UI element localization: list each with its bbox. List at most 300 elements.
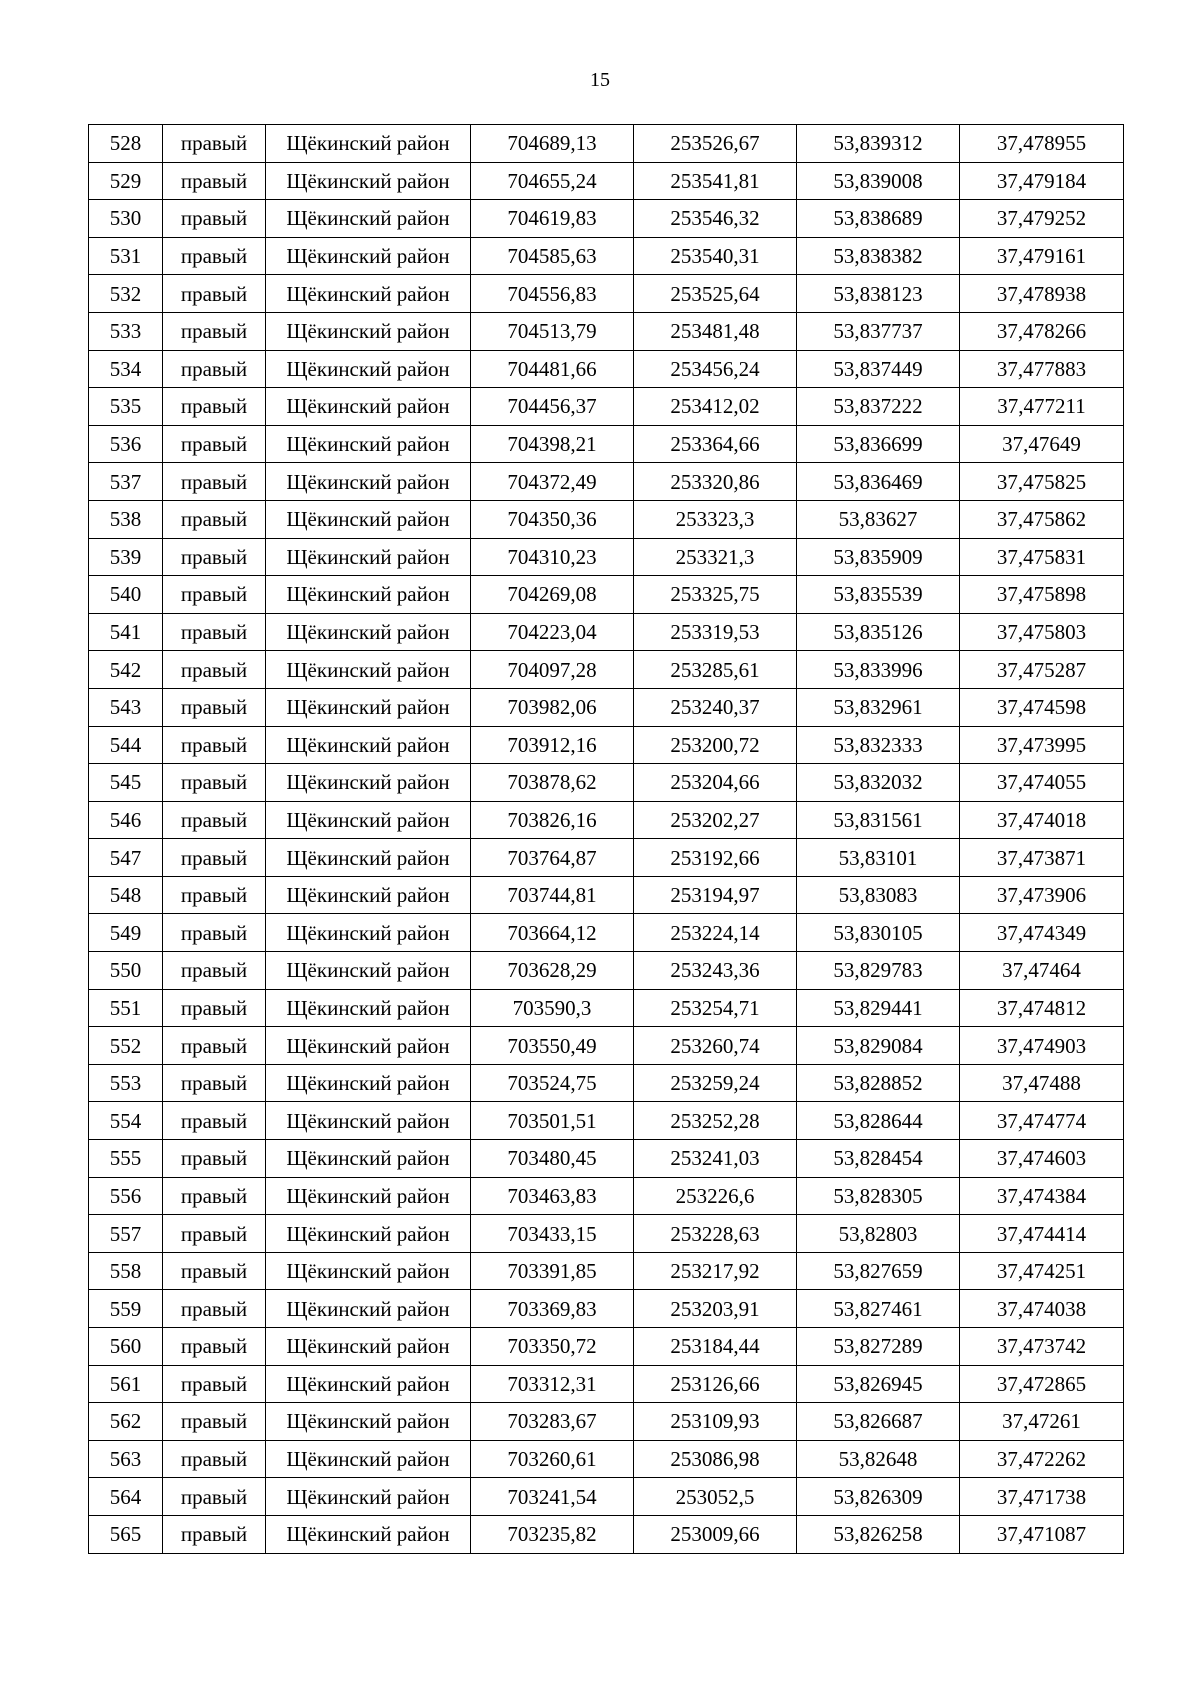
latitude-cell: 53,837222	[797, 388, 960, 426]
x-coordinate-cell: 704350,36	[471, 500, 634, 538]
point-number-cell: 530	[89, 200, 163, 238]
longitude-cell: 37,474018	[960, 801, 1124, 839]
y-coordinate-cell: 253052,5	[634, 1478, 797, 1516]
longitude-cell: 37,474349	[960, 914, 1124, 952]
y-coordinate-cell: 253086,98	[634, 1440, 797, 1478]
x-coordinate-cell: 703433,15	[471, 1215, 634, 1253]
latitude-cell: 53,839312	[797, 125, 960, 163]
point-number-cell: 550	[89, 952, 163, 990]
point-number-cell: 538	[89, 500, 163, 538]
longitude-cell: 37,474903	[960, 1027, 1124, 1065]
x-coordinate-cell: 703764,87	[471, 839, 634, 877]
district-cell: Щёкинский район	[266, 500, 471, 538]
y-coordinate-cell: 253323,3	[634, 500, 797, 538]
bank-side-cell: правый	[163, 1290, 266, 1328]
table-row	[89, 726, 1124, 764]
x-coordinate-cell: 703524,75	[471, 1064, 634, 1102]
x-coordinate-cell: 703878,62	[471, 764, 634, 802]
table-row	[89, 1478, 1124, 1516]
longitude-cell: 37,474603	[960, 1140, 1124, 1178]
bank-side-cell: правый	[163, 425, 266, 463]
latitude-cell: 53,83627	[797, 500, 960, 538]
point-number-cell: 564	[89, 1478, 163, 1516]
district-cell: Щёкинский район	[266, 538, 471, 576]
longitude-cell: 37,478938	[960, 275, 1124, 313]
point-number-cell: 563	[89, 1440, 163, 1478]
table-row	[89, 1290, 1124, 1328]
x-coordinate-cell: 703744,81	[471, 876, 634, 914]
x-coordinate-cell: 704619,83	[471, 200, 634, 238]
district-cell: Щёкинский район	[266, 425, 471, 463]
district-cell: Щёкинский район	[266, 463, 471, 501]
latitude-cell: 53,835126	[797, 613, 960, 651]
bank-side-cell: правый	[163, 688, 266, 726]
bank-side-cell: правый	[163, 125, 266, 163]
y-coordinate-cell: 253194,97	[634, 876, 797, 914]
bank-side-cell: правый	[163, 1328, 266, 1366]
district-cell: Щёкинский район	[266, 1515, 471, 1553]
point-number-cell: 552	[89, 1027, 163, 1065]
longitude-cell: 37,47261	[960, 1403, 1124, 1441]
longitude-cell: 37,475862	[960, 500, 1124, 538]
point-number-cell: 529	[89, 162, 163, 200]
district-cell: Щёкинский район	[266, 914, 471, 952]
district-cell: Щёкинский район	[266, 952, 471, 990]
longitude-cell: 37,473742	[960, 1328, 1124, 1366]
point-number-cell: 537	[89, 463, 163, 501]
table-row	[89, 1177, 1124, 1215]
x-coordinate-cell: 704269,08	[471, 576, 634, 614]
bank-side-cell: правый	[163, 237, 266, 275]
x-coordinate-cell: 703501,51	[471, 1102, 634, 1140]
bank-side-cell: правый	[163, 312, 266, 350]
table-row	[89, 200, 1124, 238]
bank-side-cell: правый	[163, 162, 266, 200]
y-coordinate-cell: 253184,44	[634, 1328, 797, 1366]
district-cell: Щёкинский район	[266, 1365, 471, 1403]
bank-side-cell: правый	[163, 989, 266, 1027]
y-coordinate-cell: 253525,64	[634, 275, 797, 313]
x-coordinate-cell: 703312,31	[471, 1365, 634, 1403]
bank-side-cell: правый	[163, 1252, 266, 1290]
district-cell: Щёкинский район	[266, 1177, 471, 1215]
latitude-cell: 53,832032	[797, 764, 960, 802]
table-row	[89, 839, 1124, 877]
latitude-cell: 53,826309	[797, 1478, 960, 1516]
latitude-cell: 53,832961	[797, 688, 960, 726]
coordinates-table-container	[88, 124, 1124, 1554]
district-cell: Щёкинский район	[266, 275, 471, 313]
y-coordinate-cell: 253241,03	[634, 1140, 797, 1178]
bank-side-cell: правый	[163, 1478, 266, 1516]
table-row	[89, 463, 1124, 501]
latitude-cell: 53,829441	[797, 989, 960, 1027]
bank-side-cell: правый	[163, 538, 266, 576]
y-coordinate-cell: 253252,28	[634, 1102, 797, 1140]
point-number-cell: 551	[89, 989, 163, 1027]
latitude-cell: 53,835539	[797, 576, 960, 614]
y-coordinate-cell: 253325,75	[634, 576, 797, 614]
point-number-cell: 559	[89, 1290, 163, 1328]
table-row	[89, 1515, 1124, 1553]
y-coordinate-cell: 253109,93	[634, 1403, 797, 1441]
table-row	[89, 764, 1124, 802]
x-coordinate-cell: 704556,83	[471, 275, 634, 313]
district-cell: Щёкинский район	[266, 162, 471, 200]
table-row	[89, 1328, 1124, 1366]
latitude-cell: 53,826945	[797, 1365, 960, 1403]
point-number-cell: 532	[89, 275, 163, 313]
x-coordinate-cell: 703664,12	[471, 914, 634, 952]
y-coordinate-cell: 253228,63	[634, 1215, 797, 1253]
y-coordinate-cell: 253259,24	[634, 1064, 797, 1102]
point-number-cell: 548	[89, 876, 163, 914]
bank-side-cell: правый	[163, 500, 266, 538]
district-cell: Щёкинский район	[266, 688, 471, 726]
latitude-cell: 53,827461	[797, 1290, 960, 1328]
y-coordinate-cell: 253540,31	[634, 237, 797, 275]
x-coordinate-cell: 704655,24	[471, 162, 634, 200]
point-number-cell: 561	[89, 1365, 163, 1403]
bank-side-cell: правый	[163, 200, 266, 238]
x-coordinate-cell: 704223,04	[471, 613, 634, 651]
table-row	[89, 952, 1124, 990]
table-row	[89, 688, 1124, 726]
latitude-cell: 53,833996	[797, 651, 960, 689]
longitude-cell: 37,474598	[960, 688, 1124, 726]
bank-side-cell: правый	[163, 576, 266, 614]
district-cell: Щёкинский район	[266, 839, 471, 877]
coordinates-table	[88, 124, 1124, 1554]
latitude-cell: 53,828852	[797, 1064, 960, 1102]
table-row	[89, 162, 1124, 200]
x-coordinate-cell: 704585,63	[471, 237, 634, 275]
longitude-cell: 37,47464	[960, 952, 1124, 990]
longitude-cell: 37,475803	[960, 613, 1124, 651]
point-number-cell: 535	[89, 388, 163, 426]
longitude-cell: 37,475825	[960, 463, 1124, 501]
longitude-cell: 37,47649	[960, 425, 1124, 463]
district-cell: Щёкинский район	[266, 1252, 471, 1290]
bank-side-cell: правый	[163, 651, 266, 689]
table-row	[89, 312, 1124, 350]
bank-side-cell: правый	[163, 275, 266, 313]
table-row	[89, 1140, 1124, 1178]
point-number-cell: 539	[89, 538, 163, 576]
latitude-cell: 53,830105	[797, 914, 960, 952]
latitude-cell: 53,83083	[797, 876, 960, 914]
table-row	[89, 1064, 1124, 1102]
table-body	[89, 125, 1124, 1554]
latitude-cell: 53,82648	[797, 1440, 960, 1478]
x-coordinate-cell: 704456,37	[471, 388, 634, 426]
bank-side-cell: правый	[163, 839, 266, 877]
table-row	[89, 500, 1124, 538]
page-number: 15	[590, 69, 610, 91]
point-number-cell: 533	[89, 312, 163, 350]
district-cell: Щёкинский район	[266, 801, 471, 839]
table-row	[89, 876, 1124, 914]
longitude-cell: 37,474774	[960, 1102, 1124, 1140]
x-coordinate-cell: 703283,67	[471, 1403, 634, 1441]
y-coordinate-cell: 253546,32	[634, 200, 797, 238]
x-coordinate-cell: 703260,61	[471, 1440, 634, 1478]
district-cell: Щёкинский район	[266, 1102, 471, 1140]
longitude-cell: 37,474055	[960, 764, 1124, 802]
district-cell: Щёкинский район	[266, 613, 471, 651]
bank-side-cell: правый	[163, 952, 266, 990]
table-row	[89, 1215, 1124, 1253]
y-coordinate-cell: 253412,02	[634, 388, 797, 426]
district-cell: Щёкинский район	[266, 989, 471, 1027]
y-coordinate-cell: 253204,66	[634, 764, 797, 802]
bank-side-cell: правый	[163, 1515, 266, 1553]
point-number-cell: 565	[89, 1515, 163, 1553]
y-coordinate-cell: 253243,36	[634, 952, 797, 990]
x-coordinate-cell: 704689,13	[471, 125, 634, 163]
latitude-cell: 53,828305	[797, 1177, 960, 1215]
district-cell: Щёкинский район	[266, 1328, 471, 1366]
x-coordinate-cell: 703480,45	[471, 1140, 634, 1178]
district-cell: Щёкинский район	[266, 1478, 471, 1516]
point-number-cell: 553	[89, 1064, 163, 1102]
y-coordinate-cell: 253240,37	[634, 688, 797, 726]
point-number-cell: 536	[89, 425, 163, 463]
table-row	[89, 1365, 1124, 1403]
table-row	[89, 651, 1124, 689]
longitude-cell: 37,471738	[960, 1478, 1124, 1516]
x-coordinate-cell: 703982,06	[471, 688, 634, 726]
point-number-cell: 549	[89, 914, 163, 952]
y-coordinate-cell: 253541,81	[634, 162, 797, 200]
latitude-cell: 53,83101	[797, 839, 960, 877]
point-number-cell: 556	[89, 1177, 163, 1215]
point-number-cell: 543	[89, 688, 163, 726]
point-number-cell: 554	[89, 1102, 163, 1140]
latitude-cell: 53,827289	[797, 1328, 960, 1366]
bank-side-cell: правый	[163, 1140, 266, 1178]
x-coordinate-cell: 703235,82	[471, 1515, 634, 1553]
district-cell: Щёкинский район	[266, 125, 471, 163]
longitude-cell: 37,474038	[960, 1290, 1124, 1328]
bank-side-cell: правый	[163, 1102, 266, 1140]
y-coordinate-cell: 253526,67	[634, 125, 797, 163]
point-number-cell: 560	[89, 1328, 163, 1366]
district-cell: Щёкинский район	[266, 1290, 471, 1328]
bank-side-cell: правый	[163, 1215, 266, 1253]
district-cell: Щёкинский район	[266, 651, 471, 689]
x-coordinate-cell: 703550,49	[471, 1027, 634, 1065]
y-coordinate-cell: 253009,66	[634, 1515, 797, 1553]
district-cell: Щёкинский район	[266, 312, 471, 350]
point-number-cell: 562	[89, 1403, 163, 1441]
y-coordinate-cell: 253202,27	[634, 801, 797, 839]
y-coordinate-cell: 253126,66	[634, 1365, 797, 1403]
district-cell: Щёкинский район	[266, 1215, 471, 1253]
bank-side-cell: правый	[163, 1365, 266, 1403]
longitude-cell: 37,474812	[960, 989, 1124, 1027]
x-coordinate-cell: 703826,16	[471, 801, 634, 839]
latitude-cell: 53,838689	[797, 200, 960, 238]
latitude-cell: 53,837449	[797, 350, 960, 388]
latitude-cell: 53,828454	[797, 1140, 960, 1178]
bank-side-cell: правый	[163, 388, 266, 426]
x-coordinate-cell: 704513,79	[471, 312, 634, 350]
latitude-cell: 53,829084	[797, 1027, 960, 1065]
table-row	[89, 914, 1124, 952]
y-coordinate-cell: 253200,72	[634, 726, 797, 764]
district-cell: Щёкинский район	[266, 1403, 471, 1441]
bank-side-cell: правый	[163, 1440, 266, 1478]
longitude-cell: 37,471087	[960, 1515, 1124, 1553]
bank-side-cell: правый	[163, 1027, 266, 1065]
latitude-cell: 53,826258	[797, 1515, 960, 1553]
bank-side-cell: правый	[163, 1064, 266, 1102]
district-cell: Щёкинский район	[266, 876, 471, 914]
y-coordinate-cell: 253203,91	[634, 1290, 797, 1328]
longitude-cell: 37,475831	[960, 538, 1124, 576]
latitude-cell: 53,826687	[797, 1403, 960, 1441]
longitude-cell: 37,479252	[960, 200, 1124, 238]
y-coordinate-cell: 253224,14	[634, 914, 797, 952]
table-row	[89, 350, 1124, 388]
longitude-cell: 37,475287	[960, 651, 1124, 689]
district-cell: Щёкинский район	[266, 388, 471, 426]
latitude-cell: 53,831561	[797, 801, 960, 839]
table-row	[89, 1027, 1124, 1065]
point-number-cell: 558	[89, 1252, 163, 1290]
point-number-cell: 541	[89, 613, 163, 651]
y-coordinate-cell: 253321,3	[634, 538, 797, 576]
longitude-cell: 37,473871	[960, 839, 1124, 877]
longitude-cell: 37,472865	[960, 1365, 1124, 1403]
district-cell: Щёкинский район	[266, 1027, 471, 1065]
latitude-cell: 53,838382	[797, 237, 960, 275]
bank-side-cell: правый	[163, 463, 266, 501]
x-coordinate-cell: 704398,21	[471, 425, 634, 463]
y-coordinate-cell: 253260,74	[634, 1027, 797, 1065]
table-row	[89, 237, 1124, 275]
point-number-cell: 528	[89, 125, 163, 163]
longitude-cell: 37,478955	[960, 125, 1124, 163]
longitude-cell: 37,478266	[960, 312, 1124, 350]
longitude-cell: 37,474251	[960, 1252, 1124, 1290]
longitude-cell: 37,474384	[960, 1177, 1124, 1215]
bank-side-cell: правый	[163, 350, 266, 388]
table-row	[89, 538, 1124, 576]
x-coordinate-cell: 704372,49	[471, 463, 634, 501]
y-coordinate-cell: 253254,71	[634, 989, 797, 1027]
point-number-cell: 557	[89, 1215, 163, 1253]
latitude-cell: 53,829783	[797, 952, 960, 990]
bank-side-cell: правый	[163, 726, 266, 764]
x-coordinate-cell: 703369,83	[471, 1290, 634, 1328]
bank-side-cell: правый	[163, 876, 266, 914]
point-number-cell: 555	[89, 1140, 163, 1178]
x-coordinate-cell: 703590,3	[471, 989, 634, 1027]
point-number-cell: 534	[89, 350, 163, 388]
x-coordinate-cell: 703391,85	[471, 1252, 634, 1290]
latitude-cell: 53,836699	[797, 425, 960, 463]
longitude-cell: 37,474414	[960, 1215, 1124, 1253]
latitude-cell: 53,832333	[797, 726, 960, 764]
longitude-cell: 37,472262	[960, 1440, 1124, 1478]
district-cell: Щёкинский район	[266, 1140, 471, 1178]
table-row	[89, 989, 1124, 1027]
table-row	[89, 1403, 1124, 1441]
longitude-cell: 37,475898	[960, 576, 1124, 614]
bank-side-cell: правый	[163, 1177, 266, 1215]
district-cell: Щёкинский район	[266, 726, 471, 764]
bank-side-cell: правый	[163, 613, 266, 651]
x-coordinate-cell: 703241,54	[471, 1478, 634, 1516]
longitude-cell: 37,479184	[960, 162, 1124, 200]
bank-side-cell: правый	[163, 764, 266, 802]
longitude-cell: 37,473906	[960, 876, 1124, 914]
district-cell: Щёкинский район	[266, 237, 471, 275]
latitude-cell: 53,837737	[797, 312, 960, 350]
point-number-cell: 540	[89, 576, 163, 614]
longitude-cell: 37,473995	[960, 726, 1124, 764]
latitude-cell: 53,839008	[797, 162, 960, 200]
district-cell: Щёкинский район	[266, 576, 471, 614]
district-cell: Щёкинский район	[266, 1064, 471, 1102]
x-coordinate-cell: 703912,16	[471, 726, 634, 764]
table-row	[89, 425, 1124, 463]
x-coordinate-cell: 704310,23	[471, 538, 634, 576]
bank-side-cell: правый	[163, 1403, 266, 1441]
x-coordinate-cell: 703628,29	[471, 952, 634, 990]
longitude-cell: 37,477883	[960, 350, 1124, 388]
table-row	[89, 576, 1124, 614]
y-coordinate-cell: 253319,53	[634, 613, 797, 651]
table-row	[89, 275, 1124, 313]
latitude-cell: 53,827659	[797, 1252, 960, 1290]
point-number-cell: 545	[89, 764, 163, 802]
y-coordinate-cell: 253364,66	[634, 425, 797, 463]
y-coordinate-cell: 253320,86	[634, 463, 797, 501]
table-row	[89, 613, 1124, 651]
point-number-cell: 544	[89, 726, 163, 764]
table-row	[89, 1102, 1124, 1140]
table-row	[89, 1440, 1124, 1478]
district-cell: Щёкинский район	[266, 200, 471, 238]
longitude-cell: 37,477211	[960, 388, 1124, 426]
latitude-cell: 53,82803	[797, 1215, 960, 1253]
table-row	[89, 388, 1124, 426]
point-number-cell: 546	[89, 801, 163, 839]
longitude-cell: 37,479161	[960, 237, 1124, 275]
table-row	[89, 1252, 1124, 1290]
y-coordinate-cell: 253456,24	[634, 350, 797, 388]
bank-side-cell: правый	[163, 801, 266, 839]
y-coordinate-cell: 253226,6	[634, 1177, 797, 1215]
district-cell: Щёкинский район	[266, 1440, 471, 1478]
x-coordinate-cell: 704097,28	[471, 651, 634, 689]
latitude-cell: 53,838123	[797, 275, 960, 313]
x-coordinate-cell: 703350,72	[471, 1328, 634, 1366]
district-cell: Щёкинский район	[266, 764, 471, 802]
longitude-cell: 37,47488	[960, 1064, 1124, 1102]
point-number-cell: 547	[89, 839, 163, 877]
point-number-cell: 531	[89, 237, 163, 275]
y-coordinate-cell: 253217,92	[634, 1252, 797, 1290]
y-coordinate-cell: 253481,48	[634, 312, 797, 350]
table-row	[89, 125, 1124, 163]
y-coordinate-cell: 253285,61	[634, 651, 797, 689]
x-coordinate-cell: 704481,66	[471, 350, 634, 388]
x-coordinate-cell: 703463,83	[471, 1177, 634, 1215]
